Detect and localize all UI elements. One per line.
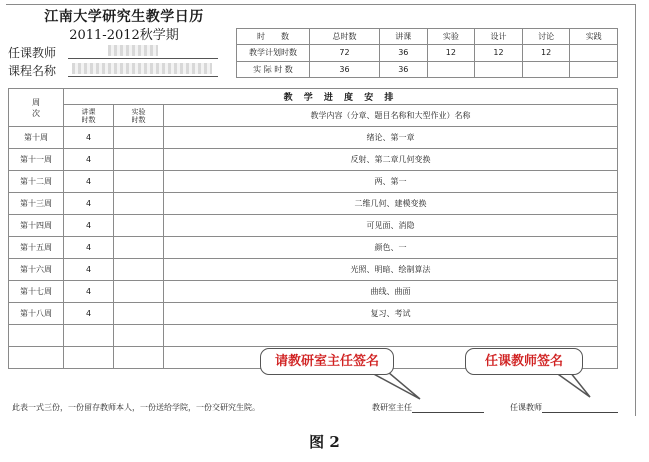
- director-callout-tail: [370, 372, 420, 399]
- hours-header-cell: 设计: [475, 29, 523, 45]
- lecture-hours-cell: 4: [64, 237, 114, 259]
- week-cell: 第十四周: [9, 215, 64, 237]
- hours-header-cell: 实验: [427, 29, 475, 45]
- lecture-hours-cell: 4: [64, 193, 114, 215]
- section-header: 教 学 进 度 安 排: [64, 89, 618, 105]
- content-cell: 光照、明暗、绘制算法: [164, 259, 618, 281]
- hours-cell: 12: [522, 45, 570, 61]
- term-label: 2011-2012秋学期: [69, 28, 179, 43]
- hours-header-cell: 讨论: [522, 29, 570, 45]
- director-sign-callout: 请教研室主任签名: [260, 348, 394, 375]
- teacher-sign-label: 任课教师: [510, 403, 542, 412]
- hours-cell: 36: [380, 61, 428, 77]
- week-cell: 第十一周: [9, 149, 64, 171]
- director-sign-label: 教研室主任: [372, 403, 412, 412]
- lecture-hours-cell: 4: [64, 149, 114, 171]
- week-header: 周 次: [9, 89, 64, 127]
- lecture-hours-cell: 4: [64, 171, 114, 193]
- course-label: 课程名称: [8, 64, 57, 78]
- content-cell: 曲线、曲面: [164, 281, 618, 303]
- lecture-hours-cell: 4: [64, 303, 114, 325]
- content-cell: 反射、第二章几何变换: [164, 149, 618, 171]
- hours-cell: 72: [310, 45, 380, 61]
- lecture-hours-cell: 4: [64, 215, 114, 237]
- week-cell: 第十二周: [9, 171, 64, 193]
- content-cell: 二维几何、建模变换: [164, 193, 618, 215]
- teacher-label: 任课教师: [8, 46, 57, 60]
- content-cell: 颜色、一: [164, 237, 618, 259]
- hours-cell: 12: [475, 45, 523, 61]
- hours-cell: 教学计划时数: [237, 45, 310, 61]
- week-cell: 第十七周: [9, 281, 64, 303]
- content-cell: 可见面、消隐: [164, 215, 618, 237]
- calendar-title: 江南大学研究生教学日历: [44, 9, 204, 25]
- week-cell: 第十周: [9, 127, 64, 149]
- hours-cell: 36: [310, 61, 380, 77]
- hours-header-cell: 实践: [570, 29, 618, 45]
- lecture-hours-cell: 4: [64, 281, 114, 303]
- hours-header-cell: 时 数: [237, 29, 310, 45]
- lecture-hours-header: 讲课 时数: [64, 105, 114, 127]
- hours-cell: 实 际 时 数: [237, 61, 310, 77]
- hours-header-cell: 讲课: [380, 29, 428, 45]
- teacher-sign-callout: 任课教师签名: [465, 348, 583, 375]
- teacher-callout-tail: [555, 372, 590, 397]
- hours-header-cell: 总时数: [310, 29, 380, 45]
- lecture-hours-cell: 4: [64, 259, 114, 281]
- week-cell: 第十五周: [9, 237, 64, 259]
- content-header: 教学内容（分章、题目名称和大型作业）名称: [164, 105, 618, 127]
- figure-caption: 图 2: [309, 433, 340, 451]
- week-cell: 第十六周: [9, 259, 64, 281]
- week-cell: 第十八周: [9, 303, 64, 325]
- hours-cell: 36: [380, 45, 428, 61]
- lecture-hours-cell: 4: [64, 127, 114, 149]
- content-cell: 复习、考试: [164, 303, 618, 325]
- week-cell: 第十三周: [9, 193, 64, 215]
- content-cell: 绪论、第一章: [164, 127, 618, 149]
- hours-cell: 12: [427, 45, 475, 61]
- footer-note: 此表一式三份，一份留存教师本人，一份送给学院，一份交研究生院。: [12, 403, 260, 412]
- content-cell: 两、第一: [164, 171, 618, 193]
- lab-hours-header: 实验 时数: [114, 105, 164, 127]
